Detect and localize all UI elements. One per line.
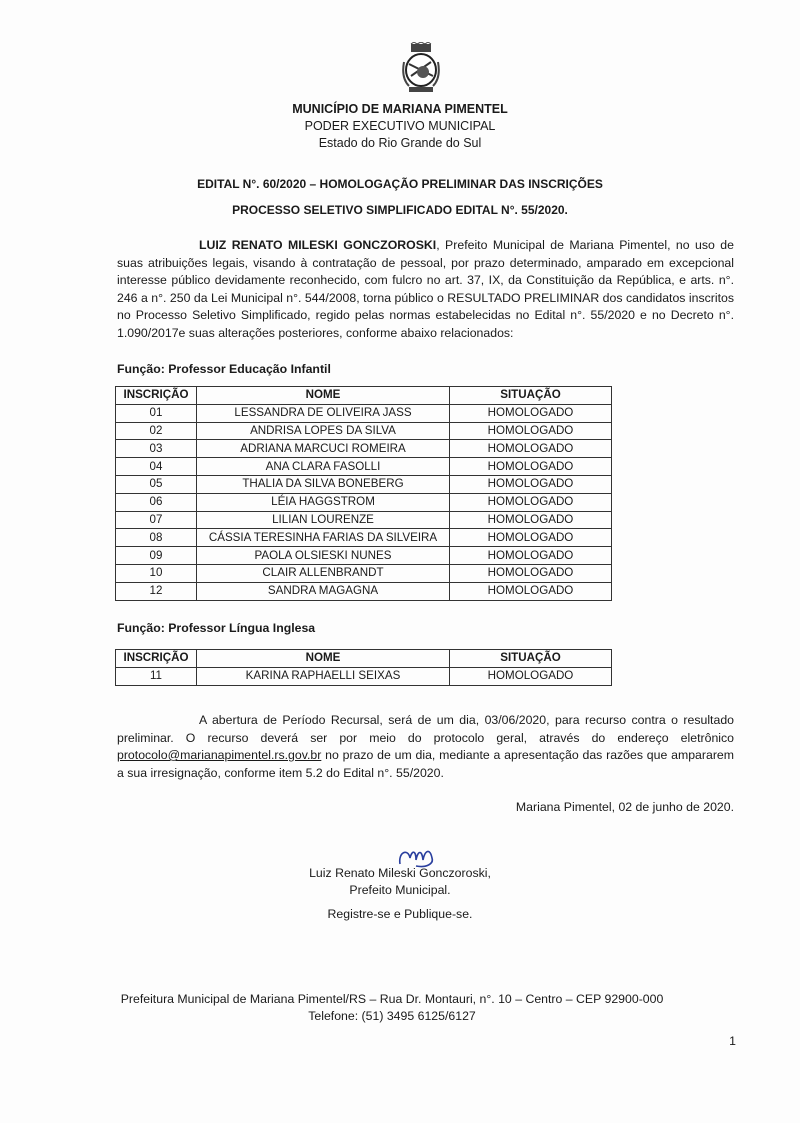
situacao-cell: HOMOLOGADO [450, 440, 612, 458]
protocol-email-link[interactable]: protocolo@marianapimentel.rs.gov.br [117, 748, 322, 763]
inscricao-cell: 02 [116, 422, 197, 440]
table-row [116, 404, 612, 422]
situacao-cell: HOMOLOGADO [450, 493, 612, 511]
situacao-cell: HOMOLOGADO [450, 564, 612, 582]
appeal-paragraph: A abertura de Período Recursal, será de um dia, 03/06/2020, para recurso contra o resultado preliminar. O recurso deverá ser por meio do protocolo geral, através do endereço eletrônico protocolo@marianapimentel.rs.gov.br no prazo de um dia, mediante a apresentação das razões que ampararem a sua irresignação, conforme item 5.2 do Edital n°. 55/2020. [117, 713, 734, 780]
table-row [116, 422, 612, 440]
situacao-cell: HOMOLOGADO [450, 582, 612, 600]
executive-power: PODER EXECUTIVO MUNICIPAL [304, 119, 496, 133]
table-row [116, 475, 612, 493]
page-number: 1 [729, 1034, 736, 1048]
footer-phone: Telefone: (51) 3495 6125/6127 [308, 1009, 476, 1023]
table-row [116, 564, 612, 582]
table-row [116, 493, 612, 511]
nome-cell: PAOLA OLSIESKI NUNES [197, 547, 450, 565]
inscricao-cell: 09 [116, 547, 197, 565]
situacao-cell: HOMOLOGADO [450, 404, 612, 422]
situacao-cell: HOMOLOGADO [450, 511, 612, 529]
table-row [116, 529, 612, 547]
nome-cell: ANDRISA LOPES DA SILVA [197, 422, 450, 440]
col-header-situacao: SITUAÇÃO [450, 650, 612, 668]
table-row [116, 547, 612, 565]
signatory-role: Prefeito Municipal. [349, 883, 451, 897]
nome-cell: CÁSSIA TERESINHA FARIAS DA SILVEIRA [197, 529, 450, 547]
inscricao-cell: 03 [116, 440, 197, 458]
nome-cell: THALIA DA SILVA BONEBERG [197, 475, 450, 493]
section-label-infantil: Função: Professor Educação Infantil [117, 362, 331, 376]
mayor-name: LUIZ RENATO MILESKI GONCZOROSKI [199, 238, 437, 252]
footer-address: Prefeitura Municipal de Mariana Pimentel/RS – Rua Dr. Montauri, n°. 10 – Centro – CEP 92900-000 [120, 992, 664, 1006]
section-label-ingles: Função: Professor Língua Inglesa [117, 621, 316, 635]
nome-cell: LÉIA HAGGSTROM [197, 493, 450, 511]
situacao-cell: HOMOLOGADO [450, 667, 612, 685]
signatory-name: Luiz Renato Mileski Gonczoroski, [309, 866, 491, 880]
inscricao-cell: 07 [116, 511, 197, 529]
table-row [116, 440, 612, 458]
inscricao-cell: 01 [116, 404, 197, 422]
inscricao-cell: 06 [116, 493, 197, 511]
inscricao-cell: 04 [116, 458, 197, 476]
col-header-inscricao: INSCRIÇÃO [116, 650, 197, 668]
state-name: Estado do Rio Grande do Sul [318, 136, 482, 150]
table-row [116, 511, 612, 529]
col-header-nome: NOME [197, 650, 450, 668]
situacao-cell: HOMOLOGADO [450, 422, 612, 440]
nome-cell: ADRIANA MARCUCI ROMEIRA [197, 440, 450, 458]
inscricao-cell: 12 [116, 582, 197, 600]
municipality-name: MUNICÍPIO DE MARIANA PIMENTEL [292, 102, 508, 116]
table-row [116, 582, 612, 600]
edital-title: EDITAL N°. 60/2020 – HOMOLOGAÇÃO PRELIMINAR DAS INSCRIÇÕES [197, 177, 603, 191]
col-header-inscricao: INSCRIÇÃO [116, 387, 197, 405]
inscricao-cell: 08 [116, 529, 197, 547]
inscricao-cell: 11 [116, 667, 197, 685]
inscricao-cell: 05 [116, 475, 197, 493]
table-row [116, 458, 612, 476]
situacao-cell: HOMOLOGADO [450, 529, 612, 547]
nome-cell: CLAIR ALLENBRANDT [197, 564, 450, 582]
intro-paragraph: LUIZ RENATO MILESKI GONCZOROSKI, Prefeito Municipal de Mariana Pimentel, no uso de suas atribuições legais, visando à contratação de pessoal, por prazo determinado, amparado em excepcional interesse público devidamente reconhecido, com fulcro no art. 37, IX, da Constituição da República, e arts. n°. 246 a n°. 250 da Lei Municipal n°. 544/2008, torna público o RESULTADO PRELIMINAR dos candidatos inscritos no Processo Seletivo Simplificado, regido pelas normas estabelecidas no Edital n°. 55/2020 e no Decreto n°. 1.090/2017e suas alterações posteriores, conforme abaixo relacionados: [117, 238, 734, 340]
municipal-crest-icon [401, 42, 441, 96]
situacao-cell: HOMOLOGADO [450, 547, 612, 565]
table-row [116, 667, 612, 685]
nome-cell: SANDRA MAGAGNA [197, 582, 450, 600]
nome-cell: LILIAN LOURENZE [197, 511, 450, 529]
inscricao-cell: 10 [116, 564, 197, 582]
nome-cell: KARINA RAPHAELLI SEIXAS [197, 667, 450, 685]
nome-cell: ANA CLARA FASOLLI [197, 458, 450, 476]
col-header-situacao: SITUAÇÃO [450, 387, 612, 405]
date-line: Mariana Pimentel, 02 de junho de 2020. [515, 800, 734, 814]
table-infantil [115, 386, 612, 601]
table-ingles [115, 649, 612, 686]
edital-subtitle: PROCESSO SELETIVO SIMPLIFICADO EDITAL N°. 55/2020. [232, 203, 568, 217]
situacao-cell: HOMOLOGADO [450, 458, 612, 476]
register-note: Registre-se e Publique-se. [327, 907, 473, 921]
nome-cell: LESSANDRA DE OLIVEIRA JASS [197, 404, 450, 422]
situacao-cell: HOMOLOGADO [450, 475, 612, 493]
col-header-nome: NOME [197, 387, 450, 405]
